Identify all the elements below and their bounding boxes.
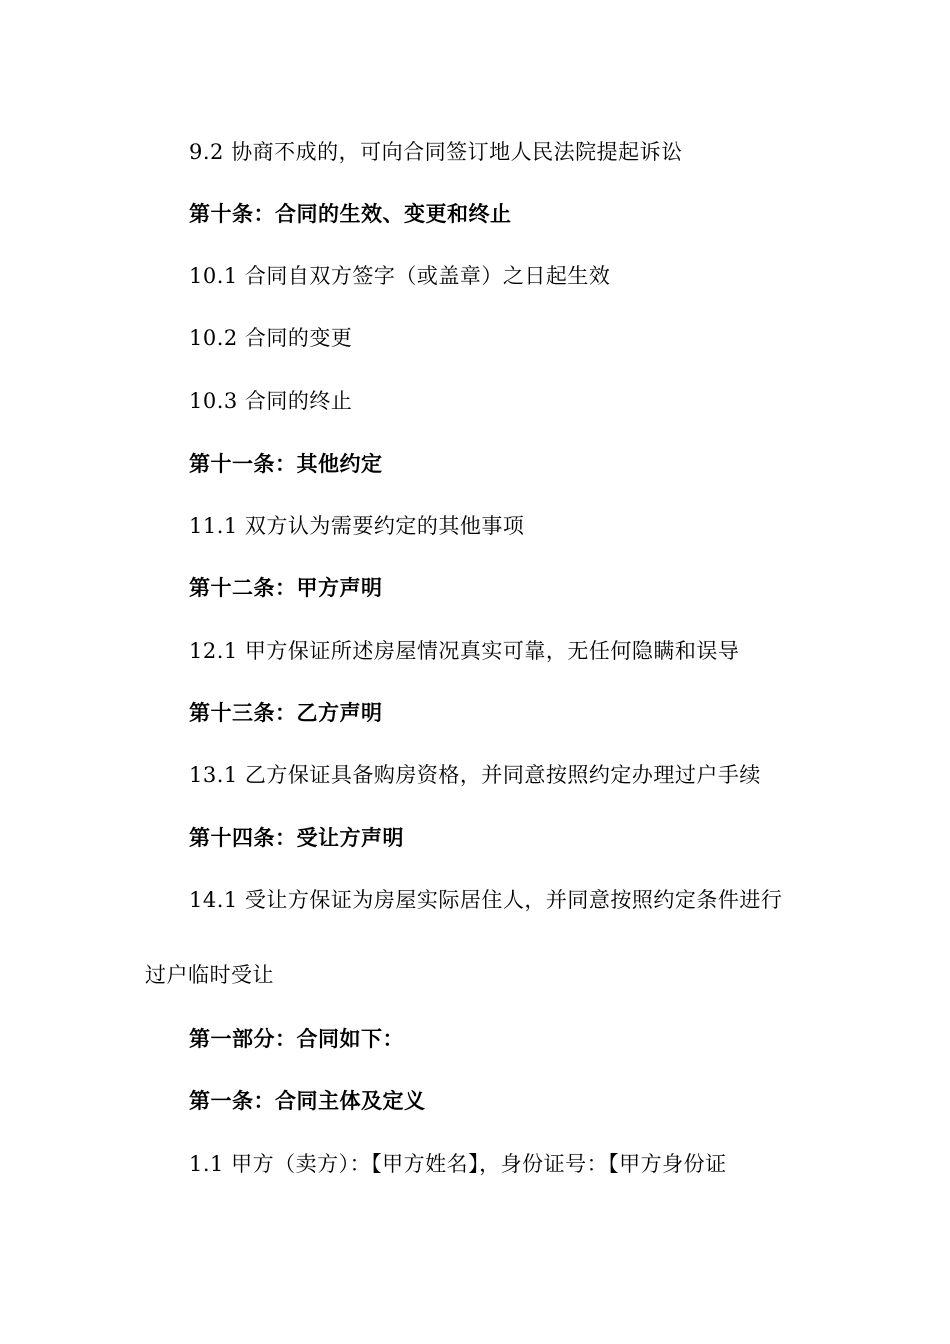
clause-11-1: 11.1 双方认为需要约定的其他事项 — [189, 514, 525, 538]
clause-14-1-continuation: 过户临时受让 — [145, 963, 274, 987]
part-1-heading: 第一部分：合同如下： — [189, 1027, 404, 1051]
clause-1-1: 1.1 甲方（卖方）：【甲方姓名】，身份证号：【甲方身份证 — [189, 1152, 727, 1176]
clause-9-2: 9.2 协商不成的，可向合同签订地人民法院提起诉讼 — [189, 140, 683, 164]
article-10-heading: 第十条：合同的生效、变更和终止 — [189, 202, 512, 226]
clause-10-3: 10.3 合同的终止 — [189, 389, 353, 413]
article-14-heading: 第十四条：受让方声明 — [189, 826, 404, 850]
article-11-heading: 第十一条：其他约定 — [189, 452, 383, 476]
clause-10-2: 10.2 合同的变更 — [189, 326, 353, 350]
clause-12-1: 12.1 甲方保证所述房屋情况真实可靠，无任何隐瞒和误导 — [189, 639, 740, 663]
clause-10-1: 10.1 合同自双方签字（或盖章）之日起生效 — [189, 264, 611, 288]
clause-13-1: 13.1 乙方保证具备购房资格，并同意按照约定办理过户手续 — [189, 763, 761, 787]
article-12-heading: 第十二条：甲方声明 — [189, 576, 383, 600]
article-1-heading: 第一条：合同主体及定义 — [189, 1089, 426, 1113]
article-13-heading: 第十三条：乙方声明 — [189, 701, 383, 725]
clause-14-1: 14.1 受让方保证为房屋实际居住人，并同意按照约定条件进行 — [189, 888, 783, 912]
